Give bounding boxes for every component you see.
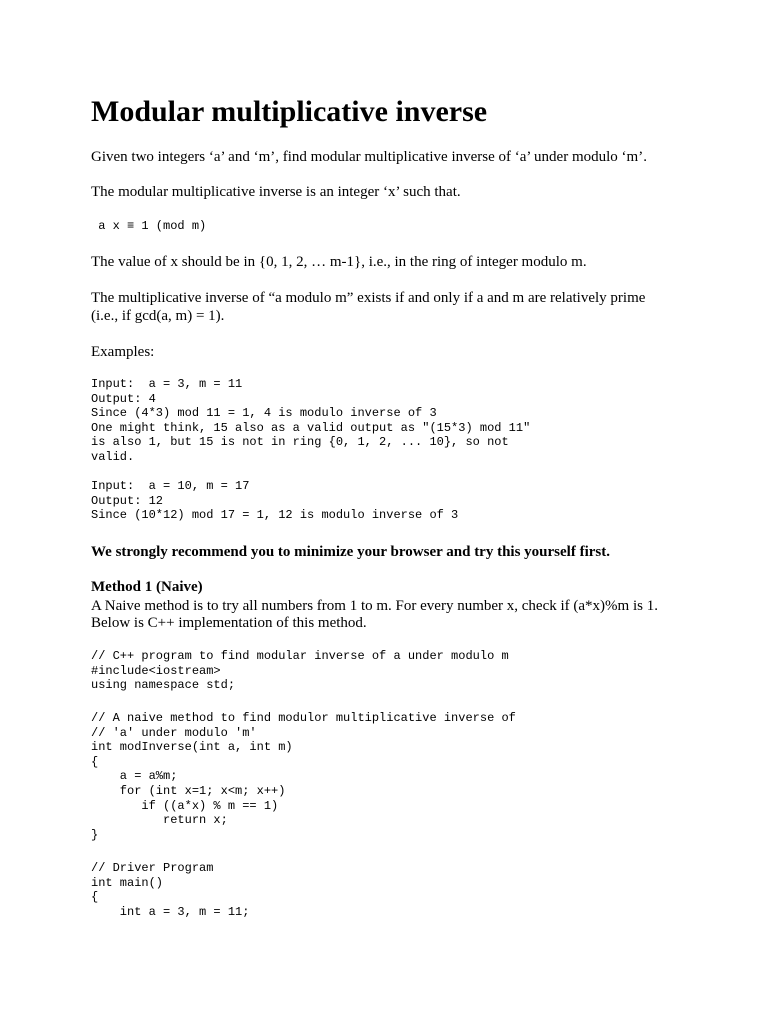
existence-paragraph-line2: (i.e., if gcd(a, m) = 1). [91,308,225,324]
existence-paragraph-line1: The multiplicative inverse of “a modulo m” exists if and only if a and m are relatively prime [91,290,646,306]
code-line: Output: 4 [91,391,156,406]
code-line: Input: a = 3, m = 11 [91,377,243,391]
recommendation-note: We strongly recommend you to minimize your browser and try this yourself first. [91,544,610,560]
method-1-description-line2: Below is C++ implementation of this method. [91,615,367,631]
code-block-driver [91,861,249,919]
code-line: #include<iostream> [91,663,221,678]
example-1-block [91,377,530,465]
code-line: valid. [91,449,135,464]
code-line: One might think, 15 also as a valid output as "(15*3) mod 11" [91,420,531,435]
code-line: Since (10*12) mod 17 = 1, 12 is modulo inverse of 3 [91,508,459,523]
code-line: Since (4*3) mod 11 = 1, 4 is modulo inverse of 3 [91,406,437,421]
code-line: // C++ program to find modular inverse of a under modulo m [91,649,509,663]
examples-heading: Examples: [91,344,155,360]
code-line: a = a%m; [91,769,178,784]
code-block-includes [91,649,509,693]
code-line: // Driver Program [91,861,214,875]
code-line: // A naive method to find modulor multiplicative inverse of [91,711,516,725]
code-line: } [91,827,99,842]
method-1-description-line1: A Naive method is to try all numbers from 1 to m. For every number x, check if (a*x)%m is 1. [91,598,658,614]
code-line: int main() [91,875,164,890]
congruence-formula: a x ≡ 1 (mod m) [91,219,207,233]
code-line: is also 1, but 15 is not in ring {0, 1, 2, ... 10}, so not [91,435,509,450]
code-line: int modInverse(int a, int m) [91,740,293,755]
code-line: Output: 12 [91,493,164,508]
code-line: // 'a' under modulo 'm' [91,725,257,740]
code-block-mod-inverse [91,711,516,842]
code-line: int a = 3, m = 11; [91,904,250,919]
method-1-heading: Method 1 (Naive) [91,579,203,595]
range-paragraph: The value of x should be in {0, 1, 2, … m-1}, i.e., in the ring of integer modulo m. [91,254,587,270]
page-title: Modular multiplicative inverse [91,95,488,128]
code-line: if ((a*x) % m == 1) [91,798,279,813]
intro-paragraph: Given two integers ‘a’ and ‘m’, find modular multiplicative inverse of ‘a’ under modulo ‘m’. [91,149,647,165]
code-line: Input: a = 10, m = 17 [91,479,250,493]
code-line: using namespace std; [91,678,236,693]
example-2-block [91,479,458,523]
code-line: return x; [91,813,228,828]
code-line: { [91,890,99,905]
code-line: { [91,754,99,769]
definition-paragraph: The modular multiplicative inverse is an integer ‘x’ such that. [91,184,461,200]
code-line: for (int x=1; x<m; x++) [91,783,286,798]
